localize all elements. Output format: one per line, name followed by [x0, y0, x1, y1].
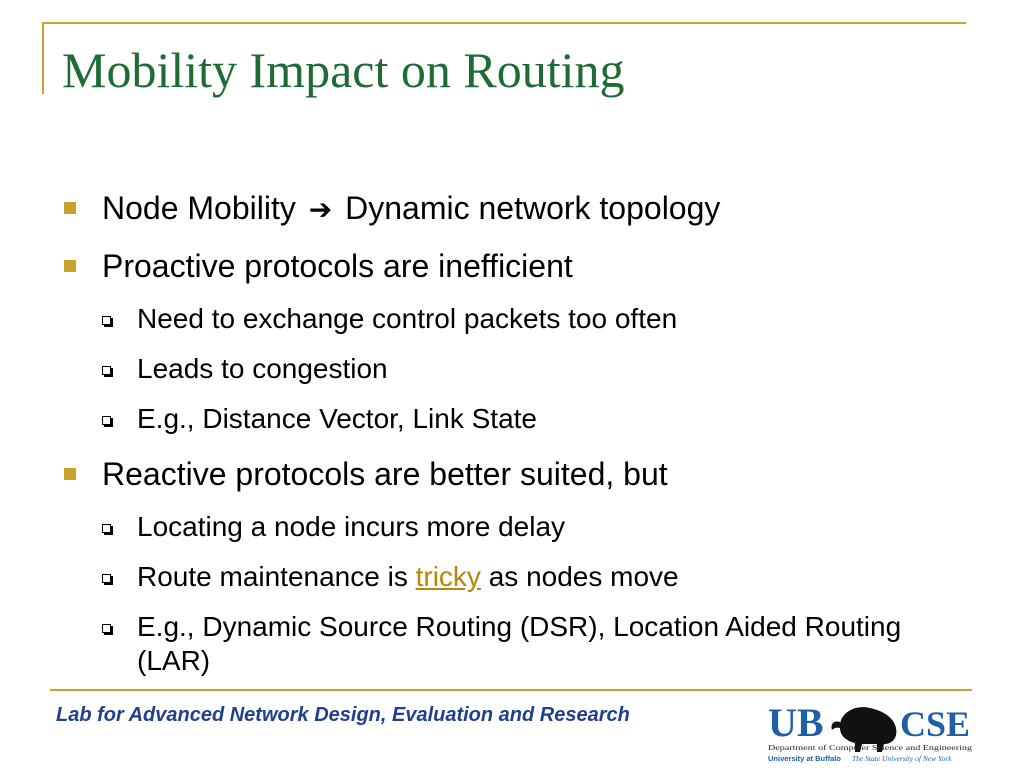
university-subtitle: The State University of New York [852, 754, 952, 763]
sub-bullet-text: E.g., Distance Vector, Link State [137, 403, 537, 434]
bullet-text: Proactive protocols are inefficient [102, 248, 573, 284]
sub-bullet-text: Leads to congestion [137, 353, 388, 384]
sub-bullet-text-after: as nodes move [480, 561, 679, 592]
slide-body [64, 188, 964, 694]
right-arrow-icon: ➔ [308, 193, 333, 226]
square-bullet-icon [64, 260, 76, 272]
sub-bullet [64, 610, 967, 678]
hollow-square-bullet-icon [102, 574, 111, 583]
hollow-square-bullet-icon [102, 316, 111, 325]
bullet-text: Reactive protocols are better suited, but [102, 456, 668, 492]
hollow-square-bullet-icon [102, 366, 111, 375]
tricky-link[interactable]: tricky [415, 561, 481, 592]
slide-title: Mobility Impact on Routing [62, 42, 625, 98]
sub-bullet-text: Need to exchange control packets too often [137, 303, 678, 334]
ub-cse-logo [766, 694, 976, 766]
sub-bullet [64, 402, 964, 436]
sub-bullet [64, 560, 964, 594]
bullet-proactive [64, 246, 964, 286]
square-bullet-icon [64, 468, 76, 480]
sub-bullet [64, 352, 964, 386]
hollow-square-bullet-icon [102, 524, 111, 533]
cse-mark: CSE [900, 704, 971, 744]
top-divider [42, 22, 966, 24]
ub-mark: UB [768, 700, 824, 745]
sub-bullet [64, 510, 964, 544]
bullet-text-part2: Dynamic network topology [345, 190, 721, 226]
left-divider [42, 22, 44, 94]
hollow-square-bullet-icon [102, 624, 111, 633]
sub-bullet [64, 302, 964, 336]
department-name: Department of Computer Science and Engineering [768, 744, 973, 752]
bottom-divider [50, 689, 972, 691]
bullet-reactive [64, 454, 964, 494]
square-bullet-icon [64, 202, 76, 214]
sub-bullet-text: E.g., Dynamic Source Routing (DSR), Location Aided Routing (LAR) [137, 611, 902, 676]
bullet-node-mobility [64, 188, 964, 230]
university-name: University at Buffalo [768, 754, 841, 763]
sub-bullet-text-before: Route maintenance is [137, 561, 416, 592]
footer-lab-name: Lab for Advanced Network Design, Evaluation and Research [56, 704, 630, 726]
bullet-text-part1: Node Mobility [102, 190, 296, 226]
hollow-square-bullet-icon [102, 416, 111, 425]
sub-bullet-text: Locating a node incurs more delay [137, 511, 566, 542]
